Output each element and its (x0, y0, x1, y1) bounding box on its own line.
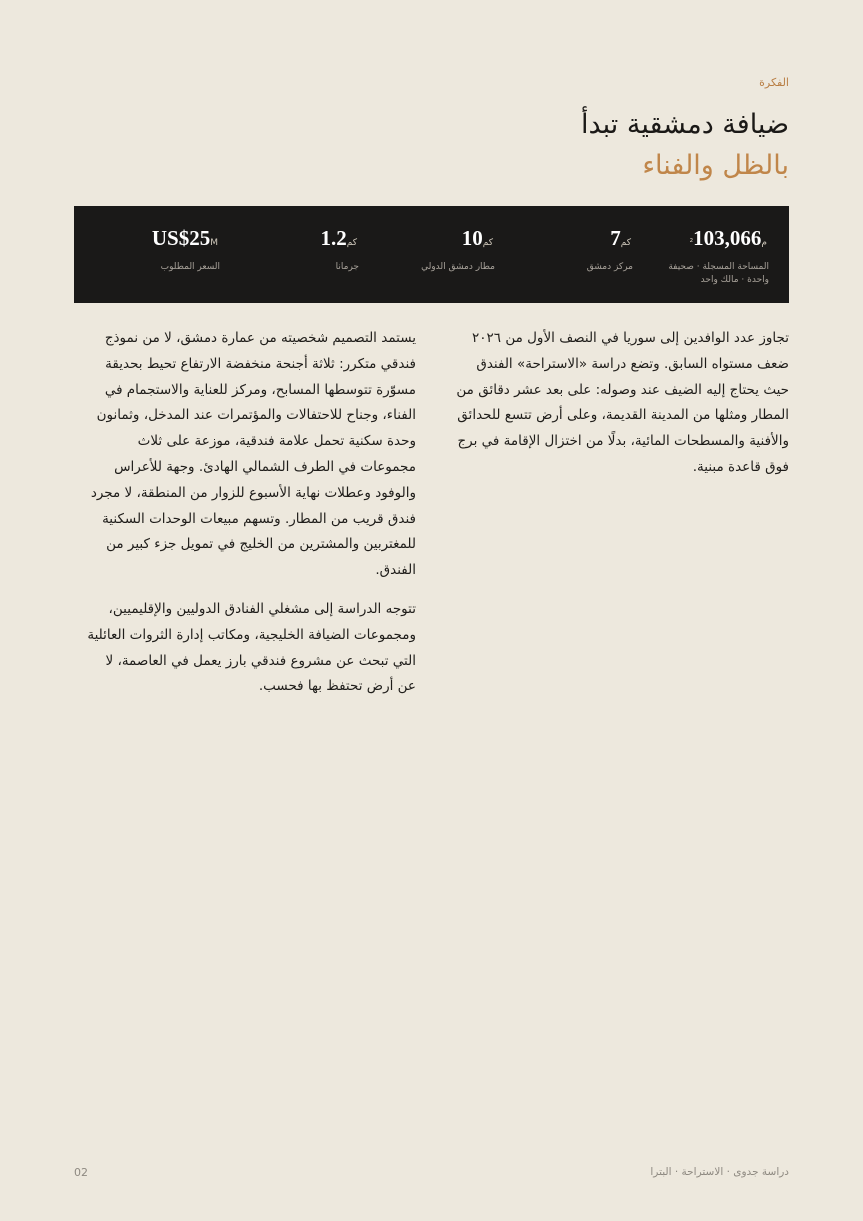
stat-jaramana (320, 226, 359, 274)
stat-label: مركز دمشق (586, 262, 633, 272)
body-paragraph: تجاوز عدد الوافدين إلى سوريا في النصف الأول من ٢٠٢٦ ضعف مستواه السابق. وتضع دراسة «الاستراحة» الفندق حيث يحتاج إليه الضيف عند وصوله: على بعد عشر دقائق من المطار ومثلها من المدينة القديمة، وعلى أرض تتسع للحدائق والأفنية والمسطحات المائية، بدلًا من اختزال الإقامة في برج فوق قاعدة مبنية. (456, 330, 789, 475)
running-title: دراسة جدوى · الاستراحة · البترا (650, 1166, 789, 1178)
stat-unit: م² (689, 238, 767, 248)
body-paragraph: يستمد التصميم شخصيته من عمارة دمشق، لا من نموذج فندقي متكرر: ثلاثة أجنحة منخفضة الارتفاع تحيط بحديقة مسوّرة تتوسطها المسابح، ومركز للعناية والاستجمام في الفناء، وجناح للاحتفالات والمؤتمرات عند المدخل، وثمانون وحدة سكنية تحمل علامة فندقية، موزعة على ثلاث مجموعات في الطرف الشمالي الهادئ. وجهة للأعراس والوفود وعطلات نهاية الأسبوع للزوار من المنطقة، لا مجرد فندق قريب من المطار. وتسهم مبيعات الوحدات السكنية للمغتربين والمشترين من الخليج في تمويل جزء كبير من الفندق. (90, 330, 416, 579)
stat-value (587, 226, 633, 255)
body-paragraph: تتوجه الدراسة إلى مشغلي الفنادق الدوليين والإقليميين، ومجموعات الضيافة الخليجية، ومكاتب إدارة الثروات العائلية التي تبحث عن مشروع فندقي بارز يعمل في العاصمة، لا عن أرض تحتفظ بها فحسب. (87, 600, 416, 695)
stat-damascus-center (587, 226, 633, 274)
stat-label: مطار دمشق الدولي (421, 262, 495, 272)
stat-value (152, 226, 220, 255)
stat-number: 7 (610, 226, 621, 250)
stat-unit: كم (620, 238, 631, 248)
stat-value (651, 226, 769, 255)
stat-value (421, 226, 495, 255)
stat-label: المساحة المسجلة · صحيفة واحدة · مالك واحد (668, 262, 769, 285)
title-line-2: بالظل والفناء (642, 150, 789, 181)
page-title (581, 104, 789, 186)
stat-airport (421, 226, 495, 274)
stat-label: السعر المطلوب (160, 262, 220, 272)
stat-number: 103,066 (693, 226, 762, 250)
stat-unit: كم (346, 238, 357, 248)
stat-area (651, 226, 769, 287)
section-eyebrow: الفكرة (759, 76, 789, 89)
page-number: 02 (74, 1166, 88, 1179)
stat-number: 10 (461, 226, 483, 250)
stat-asking-price (152, 226, 220, 274)
stat-unit: كم (482, 238, 493, 248)
body-column-left (84, 326, 416, 713)
stat-number: 1.2 (320, 226, 347, 250)
stats-band (74, 206, 789, 303)
stat-label: جرمانا (335, 262, 359, 272)
title-line-1: ضيافة دمشقية تبدأ (580, 109, 789, 140)
stat-unit: M (210, 238, 218, 248)
stat-number: US$25 (151, 226, 211, 250)
body-column-right (455, 326, 789, 494)
stat-value (320, 226, 359, 255)
